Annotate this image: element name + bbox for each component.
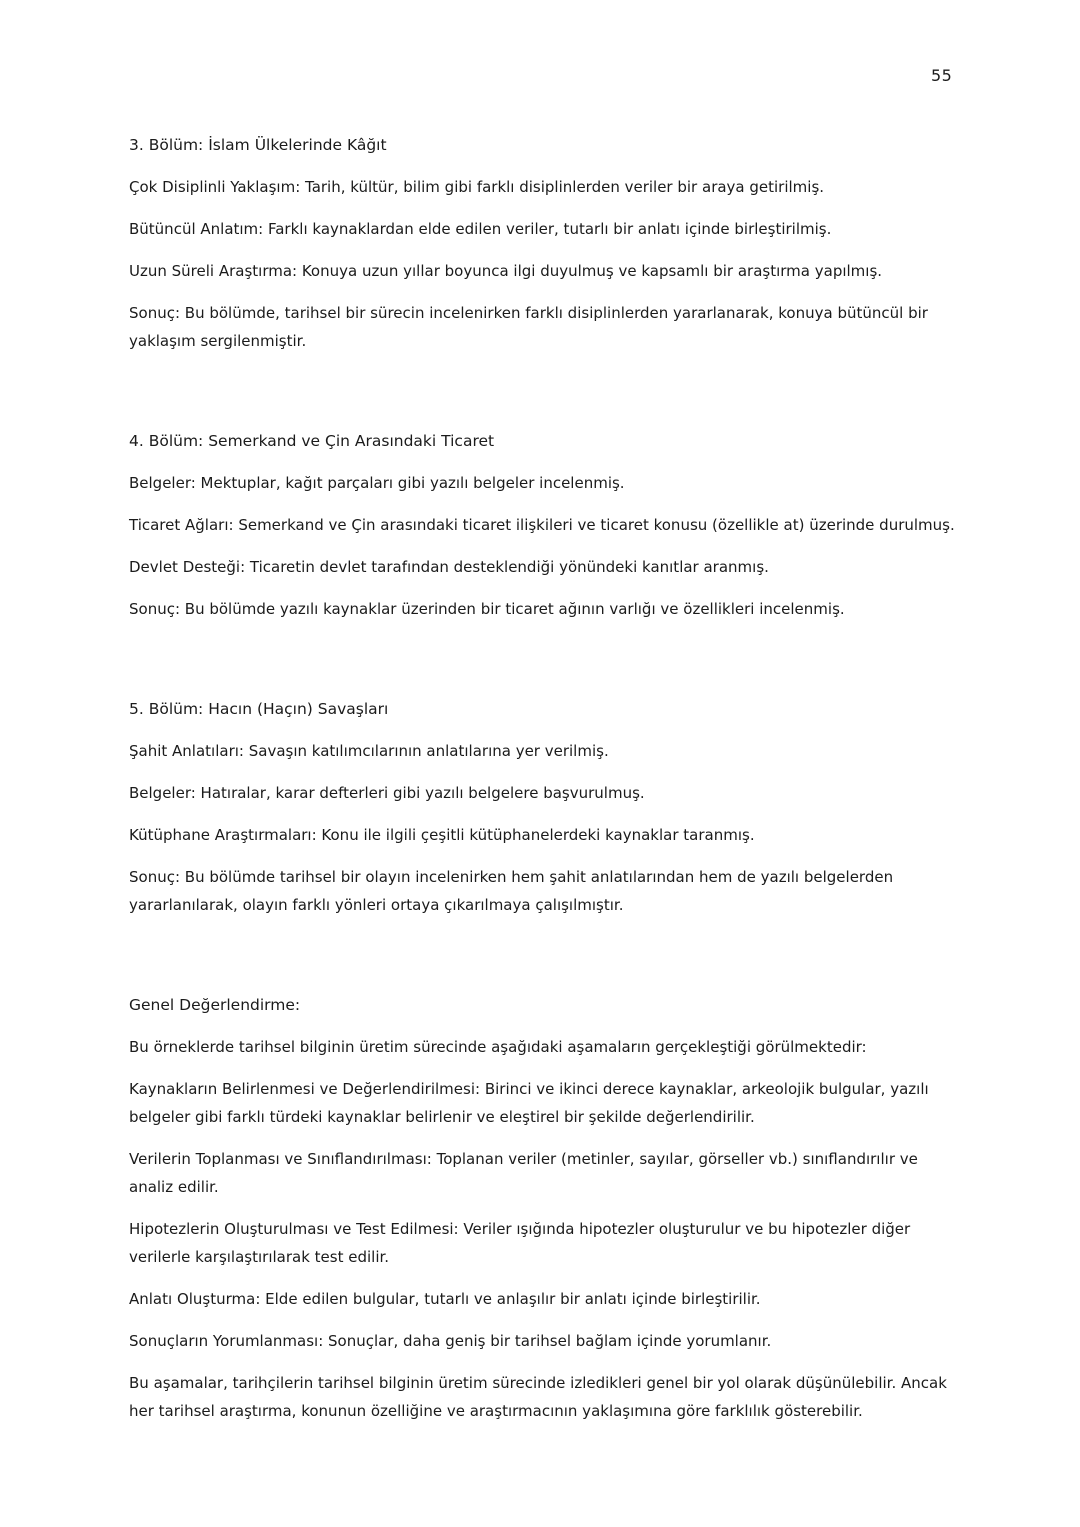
paragraph: Belgeler: Mektuplar, kağıt parçaları gibi yazılı belgeler incelenmiş. (129, 474, 625, 492)
section-chapter-5 (129, 695, 964, 919)
paragraph: Sonuç: Bu bölümde yazılı kaynaklar üzerinden bir ticaret ağının varlığı ve özellikleri incelenmiş. (129, 600, 845, 618)
paragraph: Belgeler: Hatıralar, karar defterleri gibi yazılı belgelere başvurulmuş. (129, 784, 645, 802)
section-general-evaluation (129, 991, 964, 1425)
paragraph: Kütüphane Araştırmaları: Konu ile ilgili çeşitli kütüphanelerdeki kaynaklar taranmış. (129, 826, 755, 844)
paragraph: Sonuçların Yorumlanması: Sonuçlar, daha geniş bir tarihsel bağlam içinde yorumlanır. (129, 1332, 772, 1350)
section-chapter-4 (129, 427, 964, 623)
section-title: 3. Bölüm: İslam Ülkelerinde Kâğıt (129, 136, 387, 154)
paragraph: Ticaret Ağları: Semerkand ve Çin arasındaki ticaret ilişkileri ve ticaret konusu (özellikle at) üzerinde durulmuş. (129, 516, 955, 534)
paragraph: Çok Disiplinli Yaklaşım: Tarih, kültür, bilim gibi farklı disiplinlerden veriler bir araya getirilmiş. (129, 178, 825, 196)
paragraph: Verilerin Toplanması ve Sınıflandırılması: Toplanan veriler (metinler, sayılar, görseller vb.) sınıflandırılır ve analiz edilir. (129, 1150, 918, 1196)
paragraph: Sonuç: Bu bölümde tarihsel bir olayın incelenirken hem şahit anlatılarından hem de yazılı belgelerden yararlanılarak, olayın farklı yönleri ortaya çıkarılmaya çalışılmıştır. (129, 868, 894, 914)
paragraph: Bütüncül Anlatım: Farklı kaynaklardan elde edilen veriler, tutarlı bir anlatı içinde birleştirilmiş. (129, 220, 832, 238)
paragraph: Bu örneklerde tarihsel bilginin üretim sürecinde aşağıdaki aşamaların gerçekleştiği görülmektedir: (129, 1038, 867, 1056)
section-chapter-3 (129, 131, 964, 355)
paragraph: Anlatı Oluşturma: Elde edilen bulgular, tutarlı ve anlaşılır bir anlatı içinde birleştirilir. (129, 1290, 761, 1308)
paragraph: Kaynakların Belirlenmesi ve Değerlendirilmesi: Birinci ve ikinci derece kaynaklar, arkeolojik bulgular, yazılı belgeler gibi farklı türdeki kaynaklar belirlenir ve eleştirel bir şekilde değerlendirilir. (129, 1080, 929, 1126)
paragraph: Bu aşamalar, tarihçilerin tarihsel bilginin üretim sürecinde izledikleri genel bir yol olarak düşünülebilir. Ancak her tarihsel araştırma, konunun özelliğine ve araştırmacının yaklaşımına göre farklılık gösterebilir. (129, 1374, 947, 1420)
paragraph: Şahit Anlatıları: Savaşın katılımcılarının anlatılarına yer verilmiş. (129, 742, 609, 760)
page-number: 55 (931, 66, 953, 85)
section-title: 4. Bölüm: Semerkand ve Çin Arasındaki Ticaret (129, 432, 495, 450)
section-title: Genel Değerlendirme: (129, 996, 301, 1014)
paragraph: Devlet Desteği: Ticaretin devlet tarafından desteklendiği yönündeki kanıtlar aranmış. (129, 558, 769, 576)
section-title: 5. Bölüm: Hacın (Haçın) Savaşları (129, 700, 389, 718)
document-body (129, 131, 964, 1425)
paragraph: Sonuç: Bu bölümde, tarihsel bir sürecin incelenirken farklı disiplinlerden yararlanarak, konuya bütüncül bir yaklaşım sergilenmiştir. (129, 304, 928, 350)
paragraph: Hipotezlerin Oluşturulması ve Test Edilmesi: Veriler ışığında hipotezler oluşturulur ve bu hipotezler diğer verilerle karşılaştırılarak test edilir. (129, 1220, 911, 1266)
paragraph: Uzun Süreli Araştırma: Konuya uzun yıllar boyunca ilgi duyulmuş ve kapsamlı bir araştırma yapılmış. (129, 262, 883, 280)
